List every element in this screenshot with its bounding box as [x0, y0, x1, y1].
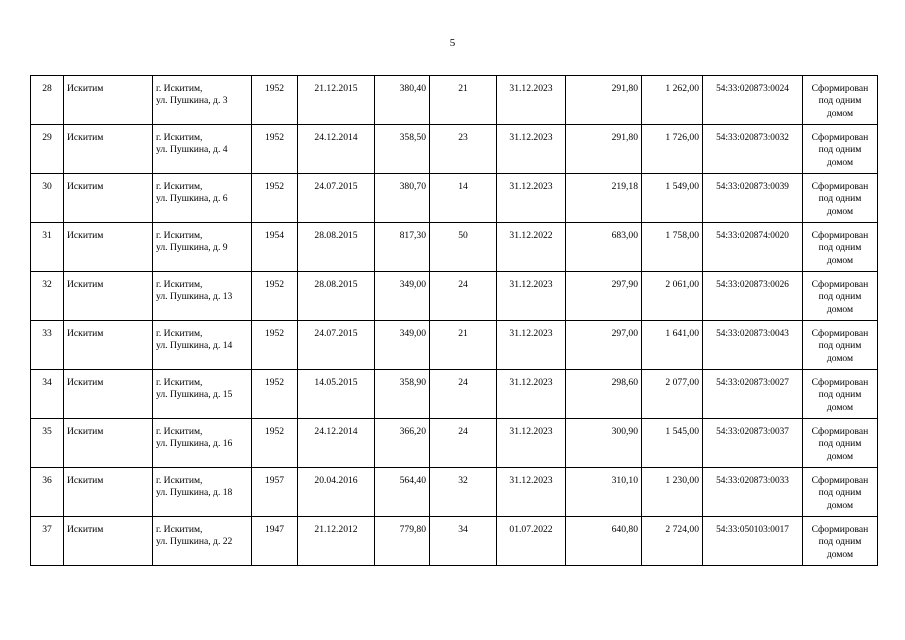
- municipality-cell: Искитим: [64, 419, 153, 468]
- cadastral-number-cell: 54:33:020873:0033: [703, 468, 803, 517]
- residents-count-cell: 24: [430, 370, 497, 419]
- row-number-cell: 31: [31, 223, 64, 272]
- note-line-1: Сформирован: [811, 132, 869, 143]
- address-cell: [153, 223, 252, 272]
- recognition-date-cell: 14.05.2015: [298, 370, 375, 419]
- land-area-cell: 2 061,00: [642, 272, 703, 321]
- registry-table: [30, 75, 878, 566]
- land-area-cell: 1 262,00: [642, 76, 703, 125]
- build-year-cell: 1952: [252, 272, 298, 321]
- build-year-cell: 1947: [252, 517, 298, 566]
- address-street-line: ул. Пушкина, д. 18: [156, 487, 233, 499]
- address-street-line: ул. Пушкина, д. 6: [156, 193, 228, 205]
- planned-date-cell: 01.07.2022: [497, 517, 566, 566]
- land-note-cell: [803, 468, 878, 517]
- address-street-line: ул. Пушкина, д. 4: [156, 144, 228, 156]
- land-note-cell: [803, 517, 878, 566]
- address-city-line: г. Искитим,: [156, 524, 203, 535]
- planned-date-cell: 31.12.2023: [497, 419, 566, 468]
- living-area-cell: 300,90: [566, 419, 642, 468]
- residents-count-cell: 24: [430, 272, 497, 321]
- row-number-cell: 35: [31, 419, 64, 468]
- note-line-1: Сформирован: [811, 426, 869, 437]
- recognition-date-cell: 24.12.2014: [298, 125, 375, 174]
- cadastral-number-cell: 54:33:020873:0039: [703, 174, 803, 223]
- note-line-2: под одним: [818, 389, 862, 401]
- note-line-1: Сформирован: [811, 328, 869, 339]
- note-line-1: Сформирован: [811, 524, 869, 535]
- recognition-date-cell: 24.07.2015: [298, 321, 375, 370]
- row-number-cell: 36: [31, 468, 64, 517]
- recognition-date-cell: 28.08.2015: [298, 272, 375, 321]
- build-year-cell: 1952: [252, 321, 298, 370]
- note-line-2: под одним: [818, 536, 862, 548]
- living-area-cell: 640,80: [566, 517, 642, 566]
- page-number: 5: [449, 37, 456, 49]
- note-line-1: Сформирован: [811, 279, 869, 290]
- total-area-cell: 817,30: [375, 223, 430, 272]
- land-note-cell: [803, 223, 878, 272]
- cadastral-number-cell: 54:33:020873:0037: [703, 419, 803, 468]
- planned-date-cell: 31.12.2023: [497, 76, 566, 125]
- address-street-line: ул. Пушкина, д. 22: [156, 536, 233, 548]
- municipality-cell: Искитим: [64, 174, 153, 223]
- note-line-2: под одним: [818, 144, 862, 156]
- residents-count-cell: 23: [430, 125, 497, 174]
- total-area-cell: 380,40: [375, 76, 430, 125]
- living-area-cell: 683,00: [566, 223, 642, 272]
- land-area-cell: 2 724,00: [642, 517, 703, 566]
- residents-count-cell: 24: [430, 419, 497, 468]
- municipality-cell: Искитим: [64, 272, 153, 321]
- note-line-3: домом: [826, 499, 854, 511]
- land-note-cell: [803, 272, 878, 321]
- address-city-line: г. Искитим,: [156, 426, 203, 437]
- address-city-line: г. Искитим,: [156, 83, 203, 94]
- cadastral-number-cell: 54:33:020873:0026: [703, 272, 803, 321]
- land-area-cell: 1 758,00: [642, 223, 703, 272]
- land-area-cell: 1 641,00: [642, 321, 703, 370]
- note-line-3: домом: [826, 205, 854, 217]
- row-number-cell: 33: [31, 321, 64, 370]
- planned-date-cell: 31.12.2023: [497, 272, 566, 321]
- cadastral-number-cell: 54:33:020873:0032: [703, 125, 803, 174]
- note-line-2: под одним: [818, 193, 862, 205]
- recognition-date-cell: 21.12.2015: [298, 76, 375, 125]
- living-area-cell: 298,60: [566, 370, 642, 419]
- living-area-cell: 297,00: [566, 321, 642, 370]
- address-street-line: ул. Пушкина, д. 15: [156, 389, 233, 401]
- living-area-cell: 310,10: [566, 468, 642, 517]
- row-number-cell: 28: [31, 76, 64, 125]
- address-cell: [153, 272, 252, 321]
- living-area-cell: 297,90: [566, 272, 642, 321]
- total-area-cell: 358,90: [375, 370, 430, 419]
- total-area-cell: 366,20: [375, 419, 430, 468]
- build-year-cell: 1957: [252, 468, 298, 517]
- address-cell: [153, 517, 252, 566]
- table-body: [31, 76, 878, 566]
- residents-count-cell: 21: [430, 321, 497, 370]
- total-area-cell: 358,50: [375, 125, 430, 174]
- address-city-line: г. Искитим,: [156, 328, 203, 339]
- note-line-3: домом: [826, 352, 854, 364]
- address-street-line: ул. Пушкина, д. 9: [156, 242, 228, 254]
- address-street-line: ул. Пушкина, д. 13: [156, 291, 233, 303]
- land-area-cell: 1 545,00: [642, 419, 703, 468]
- land-area-cell: 2 077,00: [642, 370, 703, 419]
- note-line-1: Сформирован: [811, 181, 869, 192]
- address-cell: [153, 174, 252, 223]
- municipality-cell: Искитим: [64, 468, 153, 517]
- row-number-cell: 37: [31, 517, 64, 566]
- table-row: [31, 468, 878, 517]
- living-area-cell: 291,80: [566, 125, 642, 174]
- table-row: [31, 125, 878, 174]
- address-street-line: ул. Пушкина, д. 16: [156, 438, 233, 450]
- living-area-cell: 291,80: [566, 76, 642, 125]
- table-row: [31, 272, 878, 321]
- municipality-cell: Искитим: [64, 76, 153, 125]
- build-year-cell: 1952: [252, 174, 298, 223]
- address-cell: [153, 321, 252, 370]
- note-line-3: домом: [826, 254, 854, 266]
- note-line-3: домом: [826, 450, 854, 462]
- land-note-cell: [803, 419, 878, 468]
- address-city-line: г. Искитим,: [156, 230, 203, 241]
- note-line-2: под одним: [818, 291, 862, 303]
- recognition-date-cell: 20.04.2016: [298, 468, 375, 517]
- planned-date-cell: 31.12.2023: [497, 468, 566, 517]
- cadastral-number-cell: 54:33:020873:0043: [703, 321, 803, 370]
- build-year-cell: 1952: [252, 419, 298, 468]
- land-note-cell: [803, 321, 878, 370]
- address-cell: [153, 125, 252, 174]
- cadastral-number-cell: 54:33:020874:0020: [703, 223, 803, 272]
- build-year-cell: 1952: [252, 125, 298, 174]
- address-cell: [153, 468, 252, 517]
- land-area-cell: 1 726,00: [642, 125, 703, 174]
- address-cell: [153, 76, 252, 125]
- note-line-1: Сформирован: [811, 83, 869, 94]
- address-cell: [153, 419, 252, 468]
- note-line-2: под одним: [818, 487, 862, 499]
- land-area-cell: 1 230,00: [642, 468, 703, 517]
- row-number-cell: 29: [31, 125, 64, 174]
- table-row: [31, 419, 878, 468]
- cadastral-number-cell: 54:33:020873:0027: [703, 370, 803, 419]
- address-street-line: ул. Пушкина, д. 14: [156, 340, 233, 352]
- residents-count-cell: 50: [430, 223, 497, 272]
- table-row: [31, 76, 878, 125]
- planned-date-cell: 31.12.2023: [497, 125, 566, 174]
- address-city-line: г. Искитим,: [156, 475, 203, 486]
- planned-date-cell: 31.12.2023: [497, 321, 566, 370]
- cadastral-number-cell: 54:33:050103:0017: [703, 517, 803, 566]
- cadastral-number-cell: 54:33:020873:0024: [703, 76, 803, 125]
- land-note-cell: [803, 125, 878, 174]
- note-line-2: под одним: [818, 438, 862, 450]
- recognition-date-cell: 28.08.2015: [298, 223, 375, 272]
- note-line-2: под одним: [818, 95, 862, 107]
- total-area-cell: 349,00: [375, 272, 430, 321]
- table-row: [31, 223, 878, 272]
- municipality-cell: Искитим: [64, 370, 153, 419]
- address-city-line: г. Искитим,: [156, 181, 203, 192]
- table-row: [31, 517, 878, 566]
- table-row: [31, 321, 878, 370]
- planned-date-cell: 31.12.2023: [497, 174, 566, 223]
- municipality-cell: Искитим: [64, 321, 153, 370]
- land-note-cell: [803, 174, 878, 223]
- address-cell: [153, 370, 252, 419]
- table-row: [31, 174, 878, 223]
- note-line-3: домом: [826, 107, 854, 119]
- planned-date-cell: 31.12.2023: [497, 370, 566, 419]
- total-area-cell: 564,40: [375, 468, 430, 517]
- address-city-line: г. Искитим,: [156, 377, 203, 388]
- note-line-2: под одним: [818, 242, 862, 254]
- note-line-3: домом: [826, 548, 854, 560]
- planned-date-cell: 31.12.2022: [497, 223, 566, 272]
- residents-count-cell: 21: [430, 76, 497, 125]
- address-city-line: г. Искитим,: [156, 279, 203, 290]
- address-street-line: ул. Пушкина, д. 3: [156, 95, 228, 107]
- municipality-cell: Искитим: [64, 517, 153, 566]
- note-line-3: домом: [826, 303, 854, 315]
- row-number-cell: 32: [31, 272, 64, 321]
- note-line-1: Сформирован: [811, 475, 869, 486]
- land-area-cell: 1 549,00: [642, 174, 703, 223]
- address-city-line: г. Искитим,: [156, 132, 203, 143]
- build-year-cell: 1952: [252, 76, 298, 125]
- note-line-2: под одним: [818, 340, 862, 352]
- build-year-cell: 1952: [252, 370, 298, 419]
- recognition-date-cell: 24.07.2015: [298, 174, 375, 223]
- residents-count-cell: 14: [430, 174, 497, 223]
- note-line-1: Сформирован: [811, 230, 869, 241]
- row-number-cell: 30: [31, 174, 64, 223]
- table-row: [31, 370, 878, 419]
- total-area-cell: 380,70: [375, 174, 430, 223]
- municipality-cell: Искитим: [64, 125, 153, 174]
- build-year-cell: 1954: [252, 223, 298, 272]
- residents-count-cell: 34: [430, 517, 497, 566]
- recognition-date-cell: 24.12.2014: [298, 419, 375, 468]
- municipality-cell: Искитим: [64, 223, 153, 272]
- total-area-cell: 779,80: [375, 517, 430, 566]
- row-number-cell: 34: [31, 370, 64, 419]
- residents-count-cell: 32: [430, 468, 497, 517]
- land-note-cell: [803, 76, 878, 125]
- living-area-cell: 219,18: [566, 174, 642, 223]
- note-line-1: Сформирован: [811, 377, 869, 388]
- total-area-cell: 349,00: [375, 321, 430, 370]
- note-line-3: домом: [826, 156, 854, 168]
- note-line-3: домом: [826, 401, 854, 413]
- recognition-date-cell: 21.12.2012: [298, 517, 375, 566]
- land-note-cell: [803, 370, 878, 419]
